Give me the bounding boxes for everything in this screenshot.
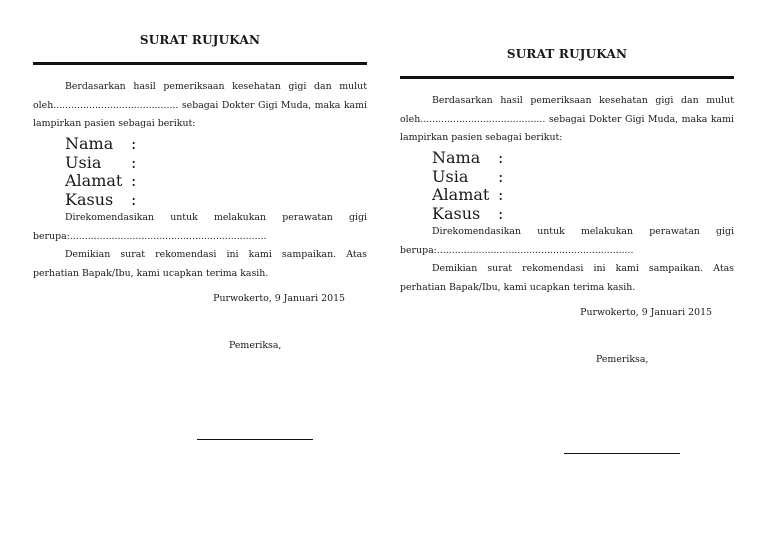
signer-label: Pemeriksa, [596, 354, 649, 365]
field-colon: : [498, 148, 504, 168]
field-colon: : [131, 134, 137, 154]
signer-label: Pemeriksa, [229, 340, 282, 351]
recommendation-paragraph: Direkomendasikan untuk melakukan perawatan gigi berupa:.................................................................. [33, 211, 367, 242]
field-nama [33, 134, 367, 153]
field-label: Kasus [65, 190, 114, 210]
referral-letter-right [400, 47, 734, 365]
intro-paragraph: Berdasarkan hasil pemeriksaan kesehatan gigi dan mulut oleh.......................................... sebagai Dokter Gigi Muda, maka kami lampirkan pasien sebagai berikut: [400, 95, 734, 144]
field-colon: : [131, 152, 137, 172]
field-kasus [33, 190, 367, 209]
field-label: Usia [65, 152, 102, 172]
title-divider [33, 62, 367, 65]
letter-title: SURAT RUJUKAN [506, 47, 628, 61]
intro-paragraph: Berdasarkan hasil pemeriksaan kesehatan gigi dan mulut oleh.......................................... sebagai Dokter Gigi Muda, maka kami lampirkan pasien sebagai berikut: [33, 81, 367, 130]
closing-paragraph: Demikian surat rekomendasi ini kami sampaikan. Atas perhatian Bapak/Ibu, kami ucapkan terima kasih. [400, 263, 734, 293]
field-label: Nama [65, 134, 114, 154]
field-alamat [400, 185, 734, 204]
signature-line [564, 453, 680, 454]
field-kasus [400, 204, 734, 223]
field-label: Kasus [432, 204, 481, 224]
field-colon: : [131, 171, 137, 191]
closing-paragraph: Demikian surat rekomendasi ini kami sampaikan. Atas perhatian Bapak/Ibu, kami ucapkan terima kasih. [33, 249, 367, 279]
field-colon: : [131, 190, 137, 210]
field-label: Usia [432, 166, 469, 186]
field-label: Alamat [65, 171, 123, 191]
field-label: Nama [432, 148, 481, 168]
referral-letter-left [33, 33, 367, 351]
place-date: Purwokerto, 9 Januari 2015 [580, 306, 712, 318]
field-colon: : [498, 204, 504, 224]
field-usia [400, 167, 734, 186]
field-usia [33, 153, 367, 172]
letter-title: SURAT RUJUKAN [139, 33, 261, 47]
place-date: Purwokerto, 9 Januari 2015 [213, 292, 345, 304]
recommendation-paragraph: Direkomendasikan untuk melakukan perawatan gigi berupa:.................................................................. [400, 225, 734, 256]
field-nama [400, 148, 734, 167]
field-colon: : [498, 166, 504, 186]
field-label: Alamat [432, 185, 490, 205]
title-divider [400, 76, 734, 79]
field-alamat [33, 171, 367, 190]
field-colon: : [498, 185, 504, 205]
signature-line [197, 439, 313, 440]
